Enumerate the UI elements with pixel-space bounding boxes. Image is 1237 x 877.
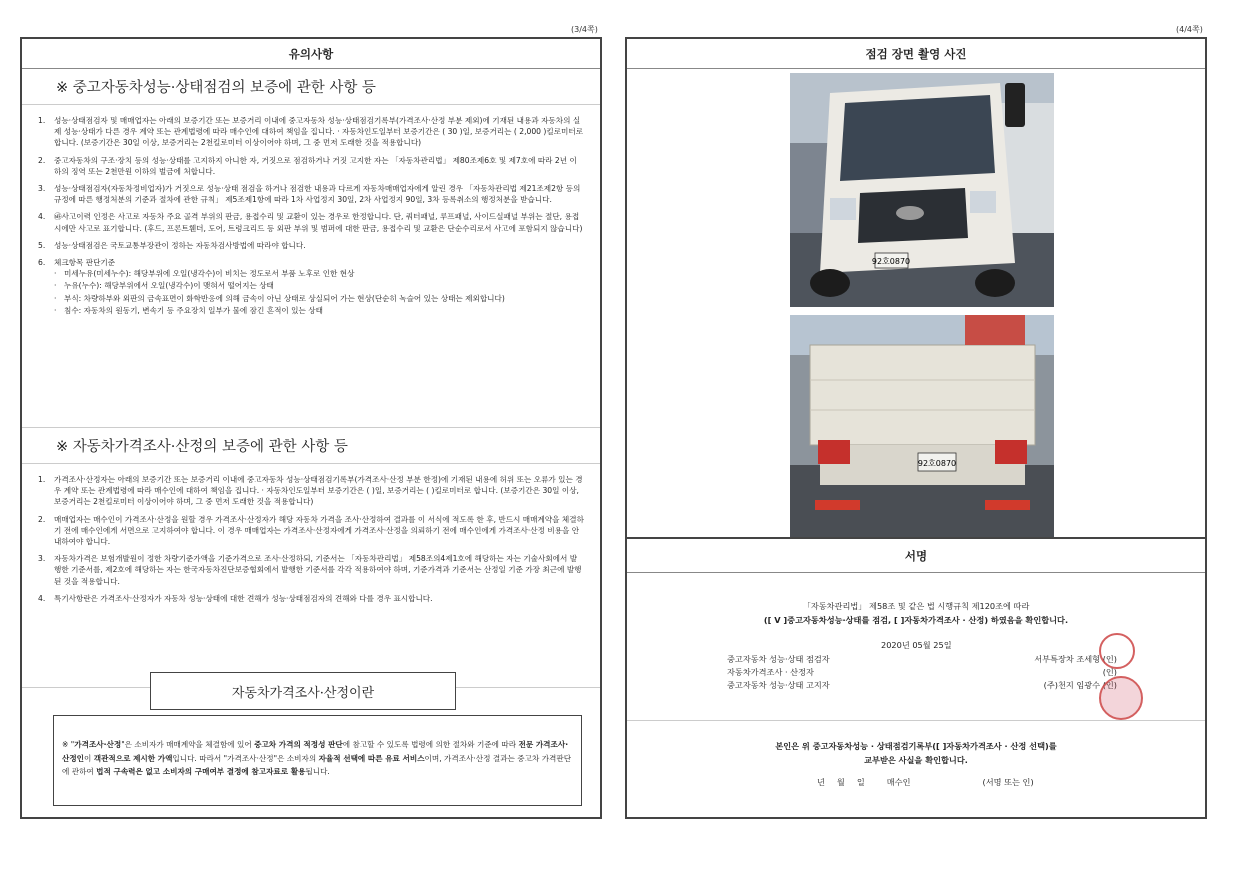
price-warranty-list — [22, 464, 600, 614]
signer-row: 중고자동차 성능·상태 고지자 (주)천지 임광수 (인) — [727, 680, 1117, 690]
list-item: 3. 성능·상태점검자(자동차정비업자)가 거짓으로 성능·상태 점검을 하거나 점검한 내용과 다르게 자동차매매업자에게 알린 경우 「자동차관리법 제21조제2항 등의 규정에 따른 행정처분의 기준과 절차에 관한 규칙」 제5조제1항에 따라 1차 사업정지 30일, 2차 사업정지 90일, 3차 등록취소의 행정처분을 받습니다. — [38, 184, 581, 205]
page-number-left: (3/4쪽) — [571, 25, 598, 34]
list-item: 1. 가격조사·산정자는 아래의 보증기간 또는 보증거리 이내에 중고자동차 성능·상태점검기록부(가격조사·산정 부분 한정)에 기재된 내용에 허위 또는 오류가 있는 경우 계약 또는 관계법령에 따라 매수인에 대하여 책임을 집니다. · 자동차인도일부터 보증기간은 ( )일, 보증거리는 ( )킬로미터로 합니다. (보증기간은 30일 이상, 보증거리는 2천킬로미터 이상이어야 하며, 그 중 먼저 도래한 것을 적용합니다) — [38, 475, 583, 507]
signer-row: 자동차가격조사 · 산정자 (인) — [727, 667, 1117, 677]
list-item: 2. 매매업자는 매수인이 가격조사·산정을 원할 경우 가격조사·산정자가 해당 자동차 가격을 조사·산정하여 결과를 이 서식에 적도록 한 후, 반드시 매매계약을 체결하기 전에 매수인에게 서면으로 고지하여야 합니다. 이 경우 매매업자는 가격조사·산정자에게 가격조사·산정을 의뢰하기 전에 매수인에게 가격조사·산정 비용을 안내하여야 합니다. — [38, 514, 584, 547]
buyer-sign-line: 년 월 일 매수인 (서명 또는 인) — [817, 777, 1034, 787]
performance-warranty-list — [22, 105, 600, 327]
receipt-statement: 본인은 위 중고자동차성능 · 상태점검기록부([ ]자동차가격조사 · 산정 선택)를 교부받은 사실을 확인합니다. — [775, 741, 1057, 765]
price-warranty-title: ※ 자동차가격조사·산정의 보증에 관한 사항 등 — [22, 428, 600, 464]
front-photo — [790, 73, 1054, 307]
criteria-item: · 미세누유(미세누수): 해당부위에 오일(냉각수)이 비치는 정도로서 부품 노후로 인한 현상 — [54, 269, 355, 279]
price-notice-title: 자동차가격조사·산정이란 — [150, 672, 456, 710]
photos-header: 점검 장면 촬영 사진 — [627, 39, 1205, 69]
rear-photo — [790, 315, 1054, 537]
sign-date: 2020년 05월 25일 — [881, 640, 952, 650]
criteria-item: · 누유(누수): 해당부위에서 오일(냉각수)이 맺혀서 떨어지는 상태 — [54, 281, 274, 291]
front-plate: 92호0870 — [871, 257, 911, 266]
signature-body — [627, 573, 1205, 721]
criteria-item: · 침수: 자동차의 원동기, 변속기 등 주요장치 일부가 물에 잠긴 흔적이 있는 상태 — [54, 305, 323, 315]
page-number-right: (4/4쪽) — [1176, 25, 1203, 34]
list-item: 4. 특기사항란은 가격조사·산정자가 자동차 성능·상태에 대한 견해가 성능·상태점검자의 견해와 다를 경우 표시합니다. — [38, 593, 433, 603]
rear-plate: 92호0870 — [917, 459, 957, 468]
seal-stamp — [1099, 676, 1143, 720]
list-item: 2. 중고자동차의 구조·장치 등의 성능·상태를 고지하지 아니한 자, 거짓으로 점검하거나 거짓 고지한 자는 「자동차관리법」 제80조제6호 및 제7호에 따라 2년 이하의 징역 또는 2천만원 이하의 벌금에 처합니다. — [38, 155, 577, 176]
list-item: 6. 체크항목 판단기준 · 미세누유(미세누수): 해당부위에 오일(냉각수)이 비치는 정도로서 부품 노후로 인한 현상 · 누유(누수): 해당부위에서 오일(냉각수)이 맺혀서 떨어지는 상태 · 부식: 차량하부와 외판의 금속표면이 화학반응에 의해 금속이 아닌 상태로 상실되어 가는 현상(단순히 녹슬어 있는 상태는 제외합니다) · 침수: 자동차의 원동기, 변속기 등 주요장치 일부가 물에 잠긴 흔적이 있는 상태 — [38, 257, 584, 317]
list-item: 4. ㉳사고이력 인정은 사고로 자동차 주요 골격 부위의 판금, 용접수리 및 교환이 있는 경우로 한정합니다. 단, 쿼터패널, 루프패널, 사이드실패널 부위는 절단, 용접시에만 사고로 표기합니다. (후드, 프론트휀더, 도어, 트렁크리드 등 외판 부위 및 범퍼에 대한 판금, 용접수리 및 교환은 단순수리로서 사고에 포함되지 않습니다) — [38, 212, 583, 233]
notice-header: 유의사항 — [22, 39, 600, 69]
list-item: 5. 성능·상태점검은 국토교통부장관이 정하는 자동차검사방법에 따라야 합니다. — [38, 240, 306, 250]
list-item: 3. 자동차가격은 보험개발원이 정한 차량기준가액을 기준가격으로 조사·산정하되, 기준서는 「자동차관리법」 제58조의4제1호에 해당하는 자는 기술사회에서 발행한 기준서를, 제2호에 해당하는 자는 한국자동차진단보증협회에서 발행한 기준서를 각각 적용하여야 하며, 기준가격과 기준서는 산정일 기준 가장 최근에 발행된 것을 적용합니다. — [38, 554, 582, 586]
law-statement: 「자동차관리법」 제58조 및 같은 법 시행규칙 제120조에 따라 ([ V ]중고자동차성능·상태를 점검, [ ]자동차가격조사 · 산정) 하였음을 확인합니다. — [763, 601, 1069, 625]
criteria-item: · 부식: 차량하부와 외판의 금속표면이 화학반응에 의해 금속이 아닌 상태로 상실되어 가는 현상(단순히 녹슬어 있는 상태는 제외합니다) — [54, 293, 505, 303]
seal-stamp — [1099, 633, 1135, 669]
performance-warranty-title: ※ 중고자동차성능·상태점검의 보증에 관한 사항 등 — [22, 69, 600, 105]
criteria-list — [38, 268, 584, 317]
list-item: 1. 성능·상태점검자 및 매매업자는 아래의 보증기간 또는 보증거리 이내에 중고자동차 성능·상태점검기록부(가격조사·산정 부분 제외)에 기재된 내용과 자동차의 실제 성능·상태가 다른 경우 계약 또는 관계법령에 따라 매수인에 대하여 책임을 집니다. · 자동차인도일부터 보증기간은 ( 30 )일, 보증거리는 ( 2,000 )킬로미터로 합니다. (보증기간은 30일 이상, 보증거리는 2천킬로미터 이상이어야 하며, 그 중 먼저 도래한 것을 적용합니다) — [38, 116, 584, 148]
signature-header: 서명 — [627, 537, 1205, 573]
price-notice-box: ※ "가격조사·산정"은 소비자가 매매계약을 체결함에 있어 중고차 가격의 적정성 판단에 참고할 수 있도록 법령에 의한 절차와 기준에 따라 전문 가격조사·산정인이 객관적으로 제시한 가액입니다. 따라서 "가격조사·산정"은 소비자의 자율적 선택에 따른 유료 서비스이며, 가격조사·산정 결과는 중고차 가격판단에 관하여 법적 구속력은 없고 소비자의 구매여부 결정에 참고자료로 활용됩니다. — [53, 715, 582, 806]
signer-row: 중고자동차 성능·상태 점검자 서부특장차 조세형 (인) — [727, 654, 1117, 664]
right-page — [625, 37, 1207, 819]
